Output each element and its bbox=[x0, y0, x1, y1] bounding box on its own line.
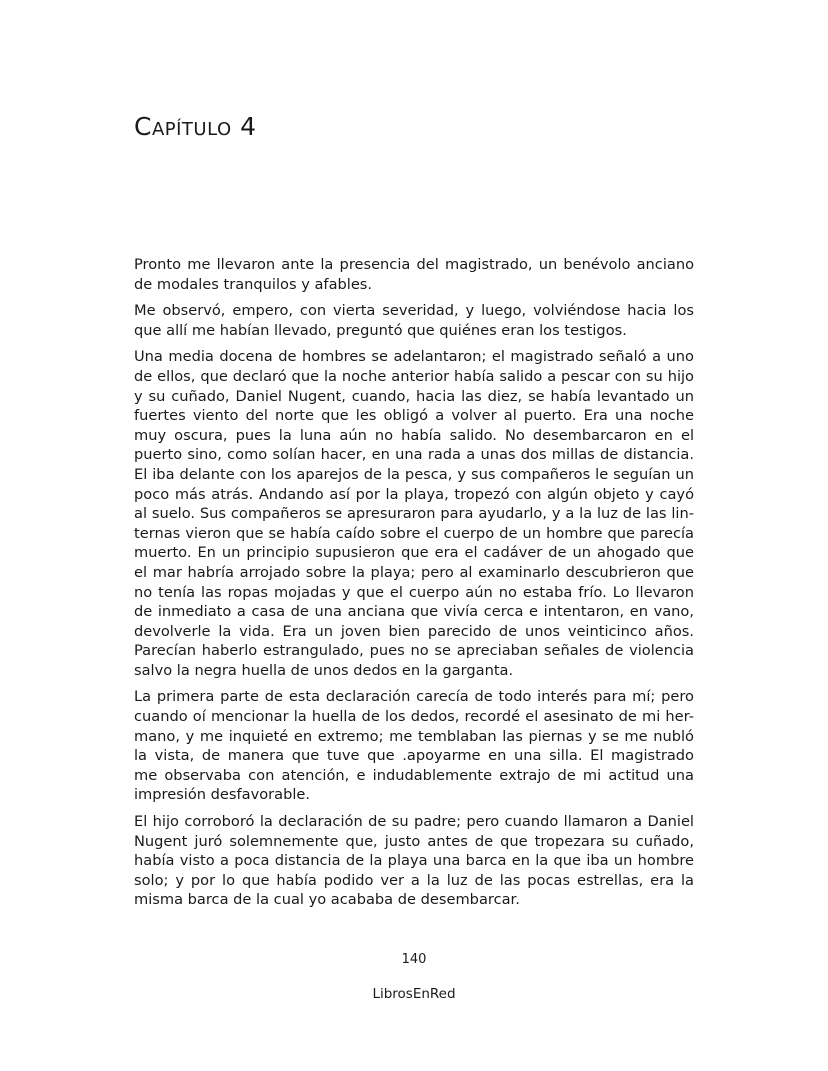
text-line: muerto. En un principio supusieron que era el cadáver de un ahogado que bbox=[134, 544, 694, 562]
publisher-footer: LibrosEnRed bbox=[372, 986, 456, 1002]
text-line: cuando oí mencionar la huella de los dedos, recordé el asesinato de mi her- bbox=[134, 708, 694, 726]
text-line: Nugent juró solemnemente que, justo antes de que tropezara su cuñado, bbox=[134, 832, 694, 850]
paragraph bbox=[134, 687, 694, 805]
paragraph bbox=[134, 347, 694, 680]
text-line: Una media docena de hombres se adelantaron; el magistrado señaló a uno bbox=[134, 348, 694, 366]
chapter-title: Capítulo 4 bbox=[134, 112, 257, 141]
text-line: impresión desfavorable. bbox=[134, 786, 311, 804]
body-text bbox=[134, 255, 694, 917]
text-line: de inmediato a casa de una anciana que vivía cerca e intentaron, en vano, bbox=[134, 603, 694, 621]
text-line: el mar habría arrojado sobre la playa; pero al examinarlo descubrieron que bbox=[134, 563, 694, 581]
text-line: que allí me habían llevado, preguntó que quiénes eran los testigos. bbox=[134, 321, 627, 339]
text-line: El iba delante con los aparejos de la pesca, y sus compañeros le seguían un bbox=[134, 465, 694, 483]
paragraph bbox=[134, 812, 694, 910]
text-line: ternas vieron que se había caído sobre el cuerpo de un hombre que parecía bbox=[134, 524, 694, 542]
text-line: no tenía las ropas mojadas y que el cuerpo aún no estaba frío. Lo llevaron bbox=[134, 583, 694, 601]
text-line: la vista, de manera que tuve que .apoyarme en una silla. El magistrado bbox=[134, 747, 694, 765]
text-line: poco más atrás. Andando así por la playa, tropezó con algún objeto y cayó bbox=[134, 485, 694, 503]
text-line: de ellos, que declaró que la noche anterior había salido a pescar con su hijo bbox=[134, 367, 694, 385]
text-line: Pronto me llevaron ante la presencia del magistrado, un benévolo anciano bbox=[134, 256, 694, 273]
text-line: Parecían haberlo estrangulado, pues no se apreciaban señales de violencia bbox=[134, 642, 694, 660]
text-line: había visto a poca distancia de la playa una barca en la que iba un hombre bbox=[134, 852, 694, 870]
text-line: puerto sino, como solían hacer, en una rada a unas dos millas de distancia. bbox=[134, 446, 694, 464]
text-line: devolverle la vida. Era un joven bien parecido de unos veinticinco años. bbox=[134, 622, 694, 640]
text-line: Me observó, empero, con vierta severidad, y luego, volviéndose hacia los bbox=[134, 302, 694, 320]
text-line: de modales tranquilos y afables. bbox=[134, 275, 373, 293]
text-line: al suelo. Sus compañeros se apresuraron para ayudarlo, y a la luz de las lin- bbox=[134, 505, 694, 523]
text-line: fuertes viento del norte que les obligó a volver al puerto. Era una noche bbox=[134, 407, 694, 425]
text-line: misma barca de la cual yo acababa de desembarcar. bbox=[134, 891, 520, 909]
text-line: El hijo corroboró la declaración de su padre; pero cuando llamaron a Daniel bbox=[134, 813, 694, 831]
paragraph bbox=[134, 255, 694, 294]
text-line: solo; y por lo que había podido ver a la luz de las pocas estrellas, era la bbox=[134, 871, 694, 889]
text-line: mano, y me inquieté en extremo; me temblaban las piernas y se me nubló bbox=[134, 727, 694, 745]
text-line: me observaba con atención, e indudablemente extrajo de mi actitud una bbox=[134, 766, 694, 784]
text-line: La primera parte de esta declaración carecía de todo interés para mí; pero bbox=[134, 688, 694, 706]
paragraph bbox=[134, 301, 694, 340]
page-number: 140 bbox=[401, 952, 427, 967]
text-line: y su cuñado, Daniel Nugent, cuando, hacia las diez, se había levantado un bbox=[134, 387, 694, 405]
text-line: salvo la negra huella de unos dedos en la garganta. bbox=[134, 661, 514, 679]
text-line: muy oscura, pues la luna aún no había salido. No desembarcaron en el bbox=[134, 426, 694, 444]
